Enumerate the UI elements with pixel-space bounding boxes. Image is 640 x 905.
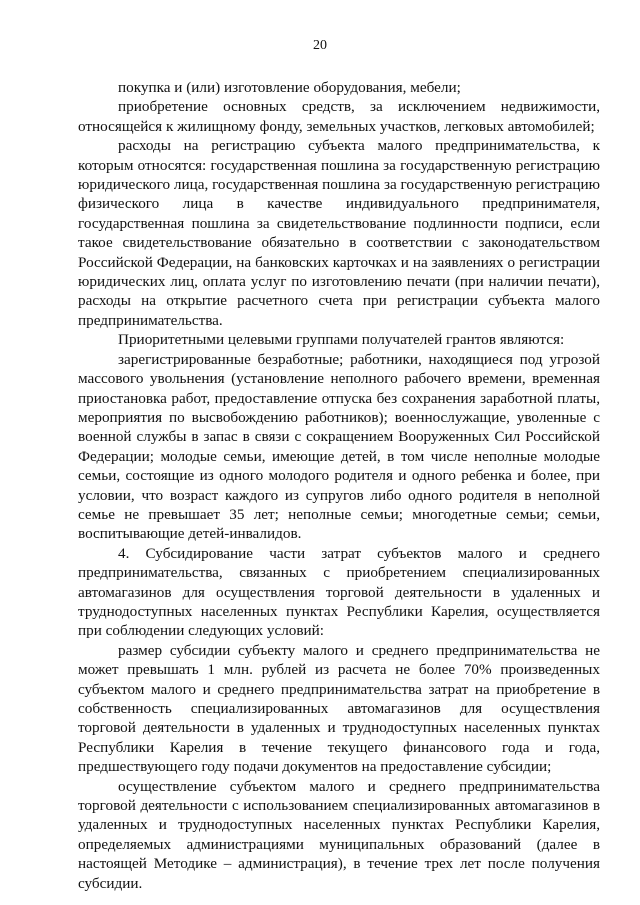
page-number: 20 xyxy=(313,38,327,53)
paragraph: зарегистрированные безработные; работники, находящиеся под угрозой массового увольнения (установление неполного рабочего времени, временная приостановка работ, предоставление отпуска без сохранения заработной платы, мероприятия по высвобождению работников); военнослужащие, уволенные с военной службы в запас в связи с сокращением Вооруженных Сил Российской Федерации; молодые семьи, имеющие детей, в том числе неполные молодые семьи, состоящие из одного молодого родителя и одного ребенка и более, при условии, что возраст каждого из супругов либо одного родителя в неполной семье не превышает 35 лет; неполные семьи; многодетные семьи; семьи, воспитывающие детей-инвалидов. xyxy=(78,350,600,543)
paragraph: покупка и (или) изготовление оборудования, мебели; xyxy=(118,79,461,96)
paragraph: приобретение основных средств, за исключением недвижимости, относящейся к жилищному фонду, земельных участков, легковых автомобилей; xyxy=(78,98,600,135)
paragraph: осуществление субъектом малого и среднего предпринимательства торговой деятельности с использованием специализированных автомагазинов в удаленных и труднодоступных населенных пунктах Республики Карелия, определяемых администрациями муниципальных образований (далее в настоящей Методике – администрация), в течение трех лет после получения субсидии. xyxy=(78,777,600,892)
paragraph: Приоритетными целевыми группами получателей грантов являются: xyxy=(118,331,565,349)
paragraph: 4. Субсидирование части затрат субъектов малого и среднего предпринимательства, связанных с приобретением специализированных автомагазинов для осуществления торговой деятельности в удаленных и труднодоступных населенных пунктах Республики Карелия, осуществляется при соблюдении следующих условий: xyxy=(78,544,600,640)
paragraph: размер субсидии субъекту малого и среднего предпринимательства не может превышать 1 млн. рублей из расчета не более 70% произведенных субъектом малого и среднего предпринимательства затрат на приобретение в собственность специализированных автомагазинов для осуществления торговой деятельности в удаленных и труднодоступных населенных пунктах Республики Карелия в течение текущего финансового года и года, предшествующего году подачи документов на предоставление субсидии; xyxy=(78,641,600,776)
paragraph: расходы на регистрацию субъекта малого предпринимательства, к которым относятся: государственная пошлина за государственную регистрацию юридического лица, государственная пошлина за государственную регистрацию физического лица в качестве индивидуального предпринимателя, государственная пошлина за свидетельствование подлинности подписи, если такое свидетельствование обязательно в соответствии с законодательством Российской Федерации, на банковских карточках и на заявлениях о регистрации юридических лиц, оплата услуг по изготовлению печати (при наличии печати), расходы на открытие расчетного счета при регистрации субъекта малого предпринимательства. xyxy=(78,137,600,329)
document-body xyxy=(78,78,600,893)
